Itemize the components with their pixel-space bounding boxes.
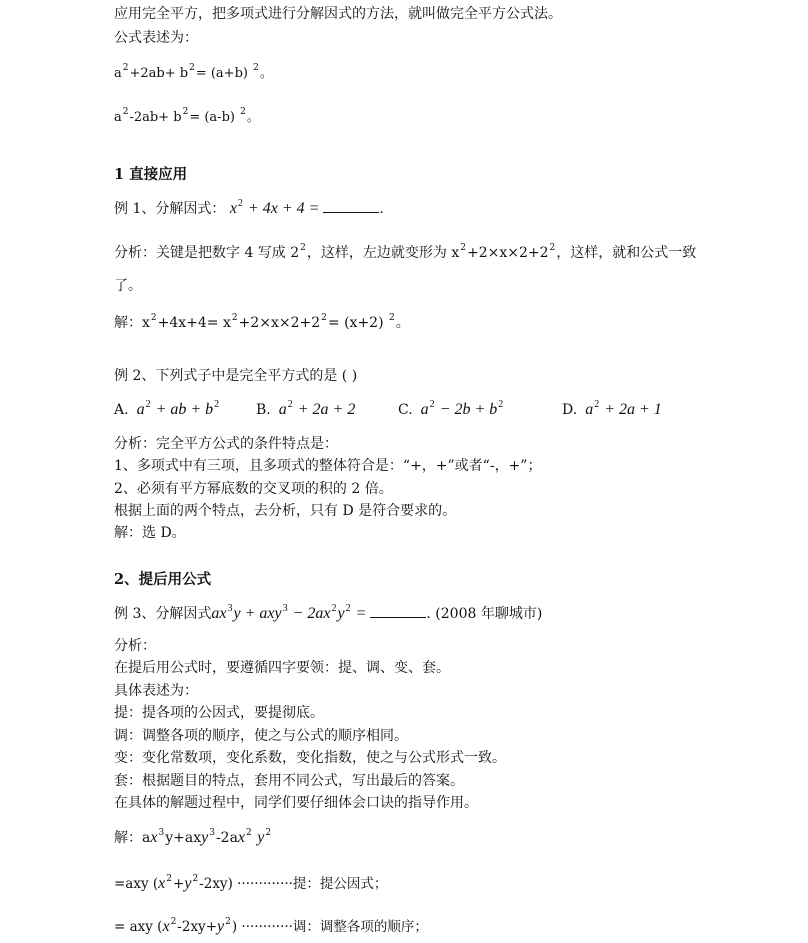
- option-a[interactable]: A. $a^2$ + ab + $b^2$: [114, 399, 220, 418]
- example-1-solution: 解：$x^2+4x+4= x^2+2\times x\times 2+2^2= (x+2)$ $^2$。: [114, 313, 410, 331]
- example-1-analysis-cont: 了。: [114, 278, 142, 294]
- solution-step-1: =axy $(x^2+y^2-2xy)$ ·············提：提公因式；: [114, 874, 388, 892]
- answer-blank: [323, 198, 379, 213]
- example-2-analysis-2: 1、多项式中有三项，且多项式的整体符合是：“+，+”或者“-，+”；: [114, 458, 542, 474]
- section-2-heading: 2、提后用公式: [114, 571, 212, 588]
- rule-bian: 变：变化常数项，变化系数，变化指数，使之与公式形式一致。: [114, 750, 506, 766]
- example-2-analysis-4: 根据上面的两个特点，去分析，只有 D 是符合要求的。: [114, 503, 457, 519]
- formula-sum: $a^2+2ab+ b^2= (a+b)$ $^2$。: [114, 63, 273, 81]
- solution-step-2: = axy $(x^2-2xy+y^2)$ ············调：调整各项的顺序；: [114, 917, 428, 935]
- example-3-detail-label: 具体表述为：: [114, 683, 198, 699]
- rule-tiao: 调：调整各项的顺序，使之与公式的顺序相同。: [114, 728, 408, 744]
- rule-tao: 套：根据题目的特点，套用不同公式，写出最后的答案。: [114, 773, 464, 789]
- example-3-analysis-label: 分析：: [114, 638, 156, 654]
- option-d[interactable]: D. $a^2 + 2a + 1$: [562, 399, 662, 418]
- formula-diff: $a^2-2ab+ b^2= (a-b)$ $^2$。: [114, 107, 260, 125]
- option-b[interactable]: B. $a^2 + 2a + 2$: [256, 399, 356, 418]
- example-3-solution: 解：$ax^3y+axy^3-2ax^2$ $y^2$: [114, 828, 272, 846]
- rule-note: 在具体的解题过程中，同学们要仔细体会口诀的指导作用。: [114, 795, 478, 811]
- example-1: 例 1、分解因式： $x^2 + 4x + 4$ = .: [114, 198, 384, 217]
- example-3-rule: 在提后用公式时，要遵循四字要领：提、调、变、套。: [114, 660, 450, 676]
- example-2-analysis-1: 分析：完全平方公式的条件特点是：: [114, 436, 338, 452]
- option-c[interactable]: C. $a^2 - 2b + b^2$: [398, 399, 504, 418]
- example-2: 例 2、下列式子中是完全平方式的是 ( ): [114, 368, 358, 384]
- section-1-heading: 1 直接应用: [114, 166, 188, 183]
- answer-blank-3: [370, 603, 426, 618]
- intro-line-2: 公式表述为：: [114, 30, 198, 46]
- example-3: 例 3、分解因式$ax^3y + axy^3 - 2ax^2y^2$ = . (2008 年聊城市): [114, 603, 543, 622]
- rule-ti: 提：提各项的公因式，要提彻底。: [114, 705, 324, 721]
- example-2-solution: 解：选 D。: [114, 525, 186, 541]
- example-2-analysis-3: 2、必须有平方幂底数的交叉项的积的 2 倍。: [114, 481, 393, 497]
- intro-line-1: 应用完全平方，把多项式进行分解因式的方法，就叫做完全平方公式法。: [114, 6, 562, 22]
- example-1-analysis: 分析：关键是把数字 4 写成 $2^2$，这样，左边就变形为 $x^2+2\times x\times 2+2^2$，这样，就和公式一致: [114, 243, 697, 261]
- example-2-options: [114, 400, 714, 424]
